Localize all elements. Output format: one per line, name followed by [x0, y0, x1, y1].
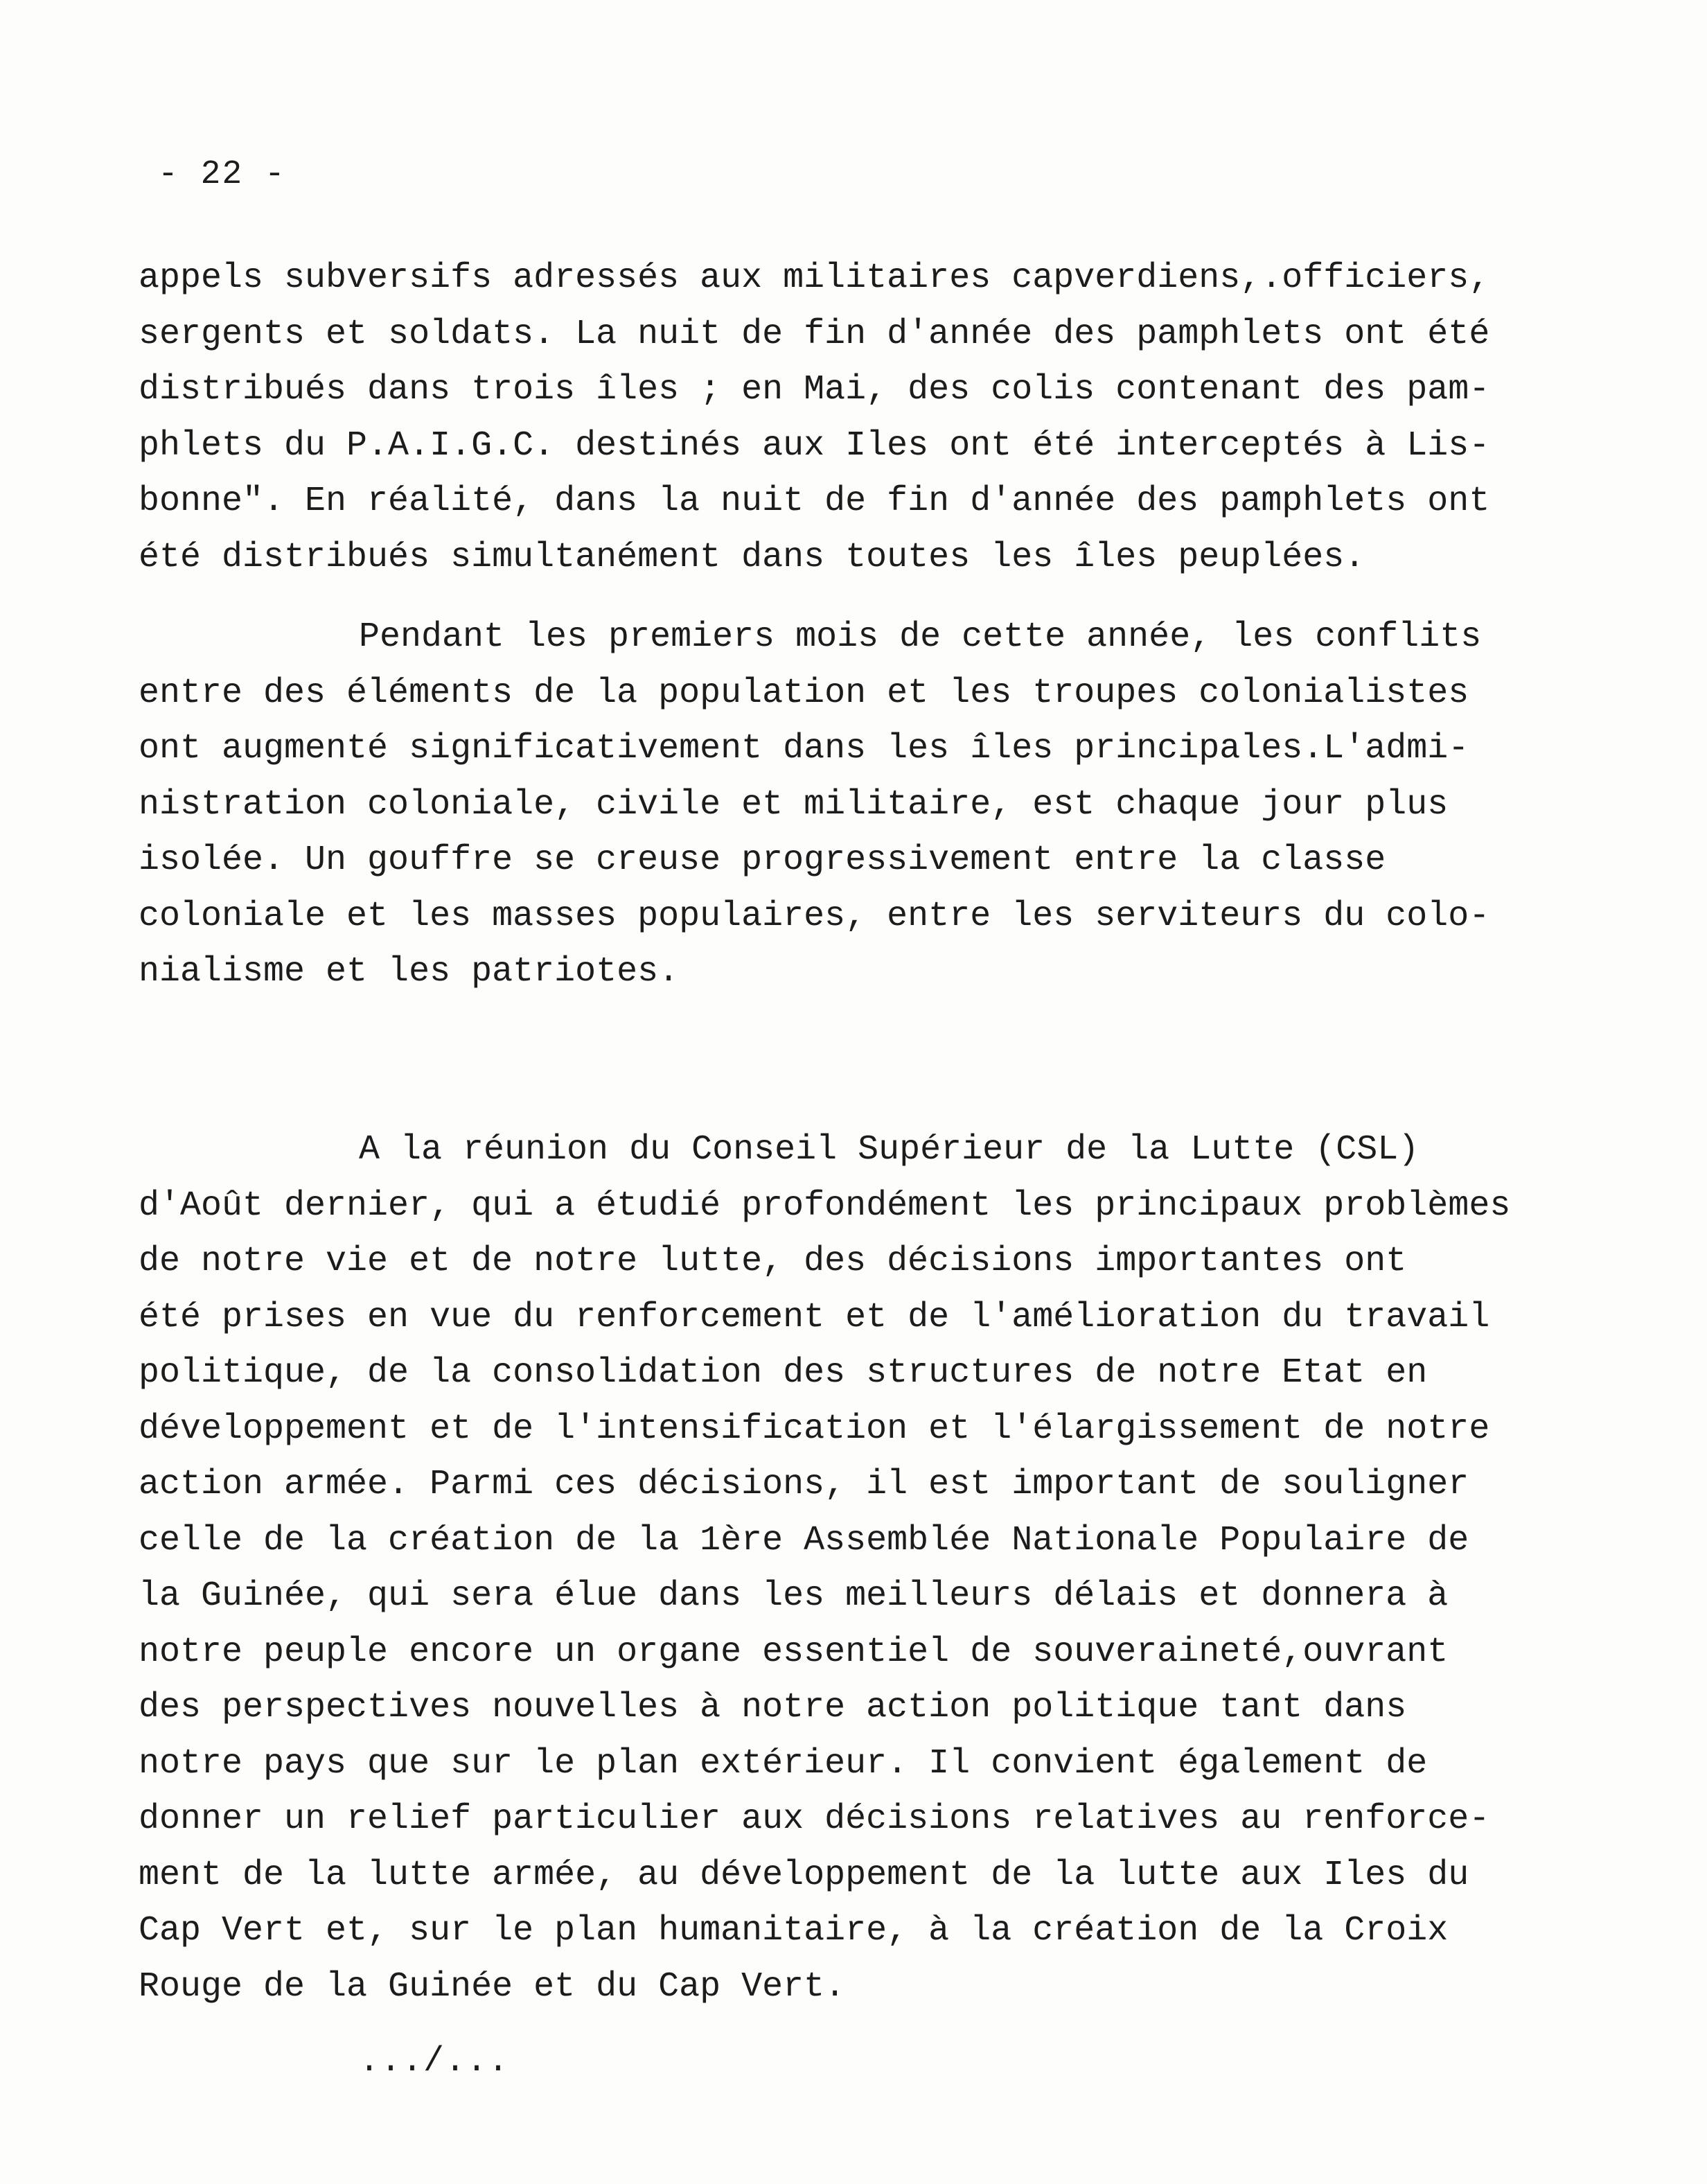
text-line: nistration coloniale, civile et militaire, est chaque jour plus: [139, 784, 1449, 825]
text-line: bonne". En réalité, dans la nuit de fin d'année des pamphlets ont: [139, 482, 1490, 521]
text-line: des perspectives nouvelles à notre action politique tant dans: [139, 1688, 1407, 1727]
text-line: développement et de l'intensification et l'élargissement de notre: [139, 1409, 1490, 1449]
text-line: été distribués simultanément dans toutes les îles peuplées.: [139, 537, 1365, 577]
text-line: sergents et soldats. La nuit de fin d'année des pamphlets ont été: [139, 314, 1490, 354]
continuation-mark: .../...: [359, 2042, 510, 2081]
text-line: de notre vie et de notre lutte, des décisions importantes ont: [139, 1242, 1407, 1281]
text-line: A la réunion du Conseil Supérieur de la Lutte (CSL): [359, 1130, 1419, 1170]
page-number: - 22 -: [158, 156, 286, 193]
text-line: été prises en vue du renforcement et de l'amélioration du travail: [139, 1297, 1490, 1337]
paragraph-1: [139, 251, 1489, 585]
text-line: d'Août dernier, qui a étudié profondément les principaux problèmes: [139, 1186, 1511, 1226]
paragraph-3: [139, 1122, 1510, 2015]
paragraph-2: [139, 610, 1489, 1001]
text-line: la Guinée, qui sera élue dans les meilleurs délais et donnera à: [139, 1576, 1449, 1616]
text-line: notre peuple encore un organe essentiel de souveraineté,ouvrant: [139, 1632, 1449, 1672]
text-line: entre des éléments de la population et les troupes colonialistes: [139, 673, 1469, 713]
text-line: Cap Vert et, sur le plan humanitaire, à la création de la Croix: [139, 1911, 1449, 1950]
text-line: action armée. Parmi ces décisions, il est important de souligner: [139, 1465, 1469, 1504]
text-line: ment de la lutte armée, au développement de la lutte aux Iles du: [139, 1855, 1469, 1895]
text-line: notre pays que sur le plan extérieur. Il convient également de: [139, 1743, 1428, 1784]
text-line: celle de la création de la 1ère Assemblée Nationale Populaire de: [139, 1520, 1469, 1560]
text-line: ont augmenté significativement dans les îles principales.L'admi-: [139, 729, 1469, 768]
text-line: nialisme et les patriotes.: [139, 952, 680, 992]
text-line: donner un relief particulier aux décisions relatives au renforce-: [139, 1799, 1490, 1839]
text-line: Pendant les premiers mois de cette année, les conflits: [359, 617, 1482, 657]
text-line: appels subversifs adressés aux militaires capverdiens,.officiers,: [139, 258, 1490, 298]
text-line: Rouge de la Guinée et du Cap Vert.: [139, 1966, 846, 2007]
text-line: distribués dans trois îles ; en Mai, des colis contenant des pam-: [139, 370, 1490, 410]
text-line: phlets du P.A.I.G.C. destinés aux Iles ont été interceptés à Lis-: [139, 425, 1490, 466]
text-line: coloniale et les masses populaires, entre les serviteurs du colo-: [139, 896, 1490, 936]
text-line: isolée. Un gouffre se creuse progressivement entre la classe: [139, 840, 1386, 880]
text-line: politique, de la consolidation des structures de notre Etat en: [139, 1353, 1428, 1393]
